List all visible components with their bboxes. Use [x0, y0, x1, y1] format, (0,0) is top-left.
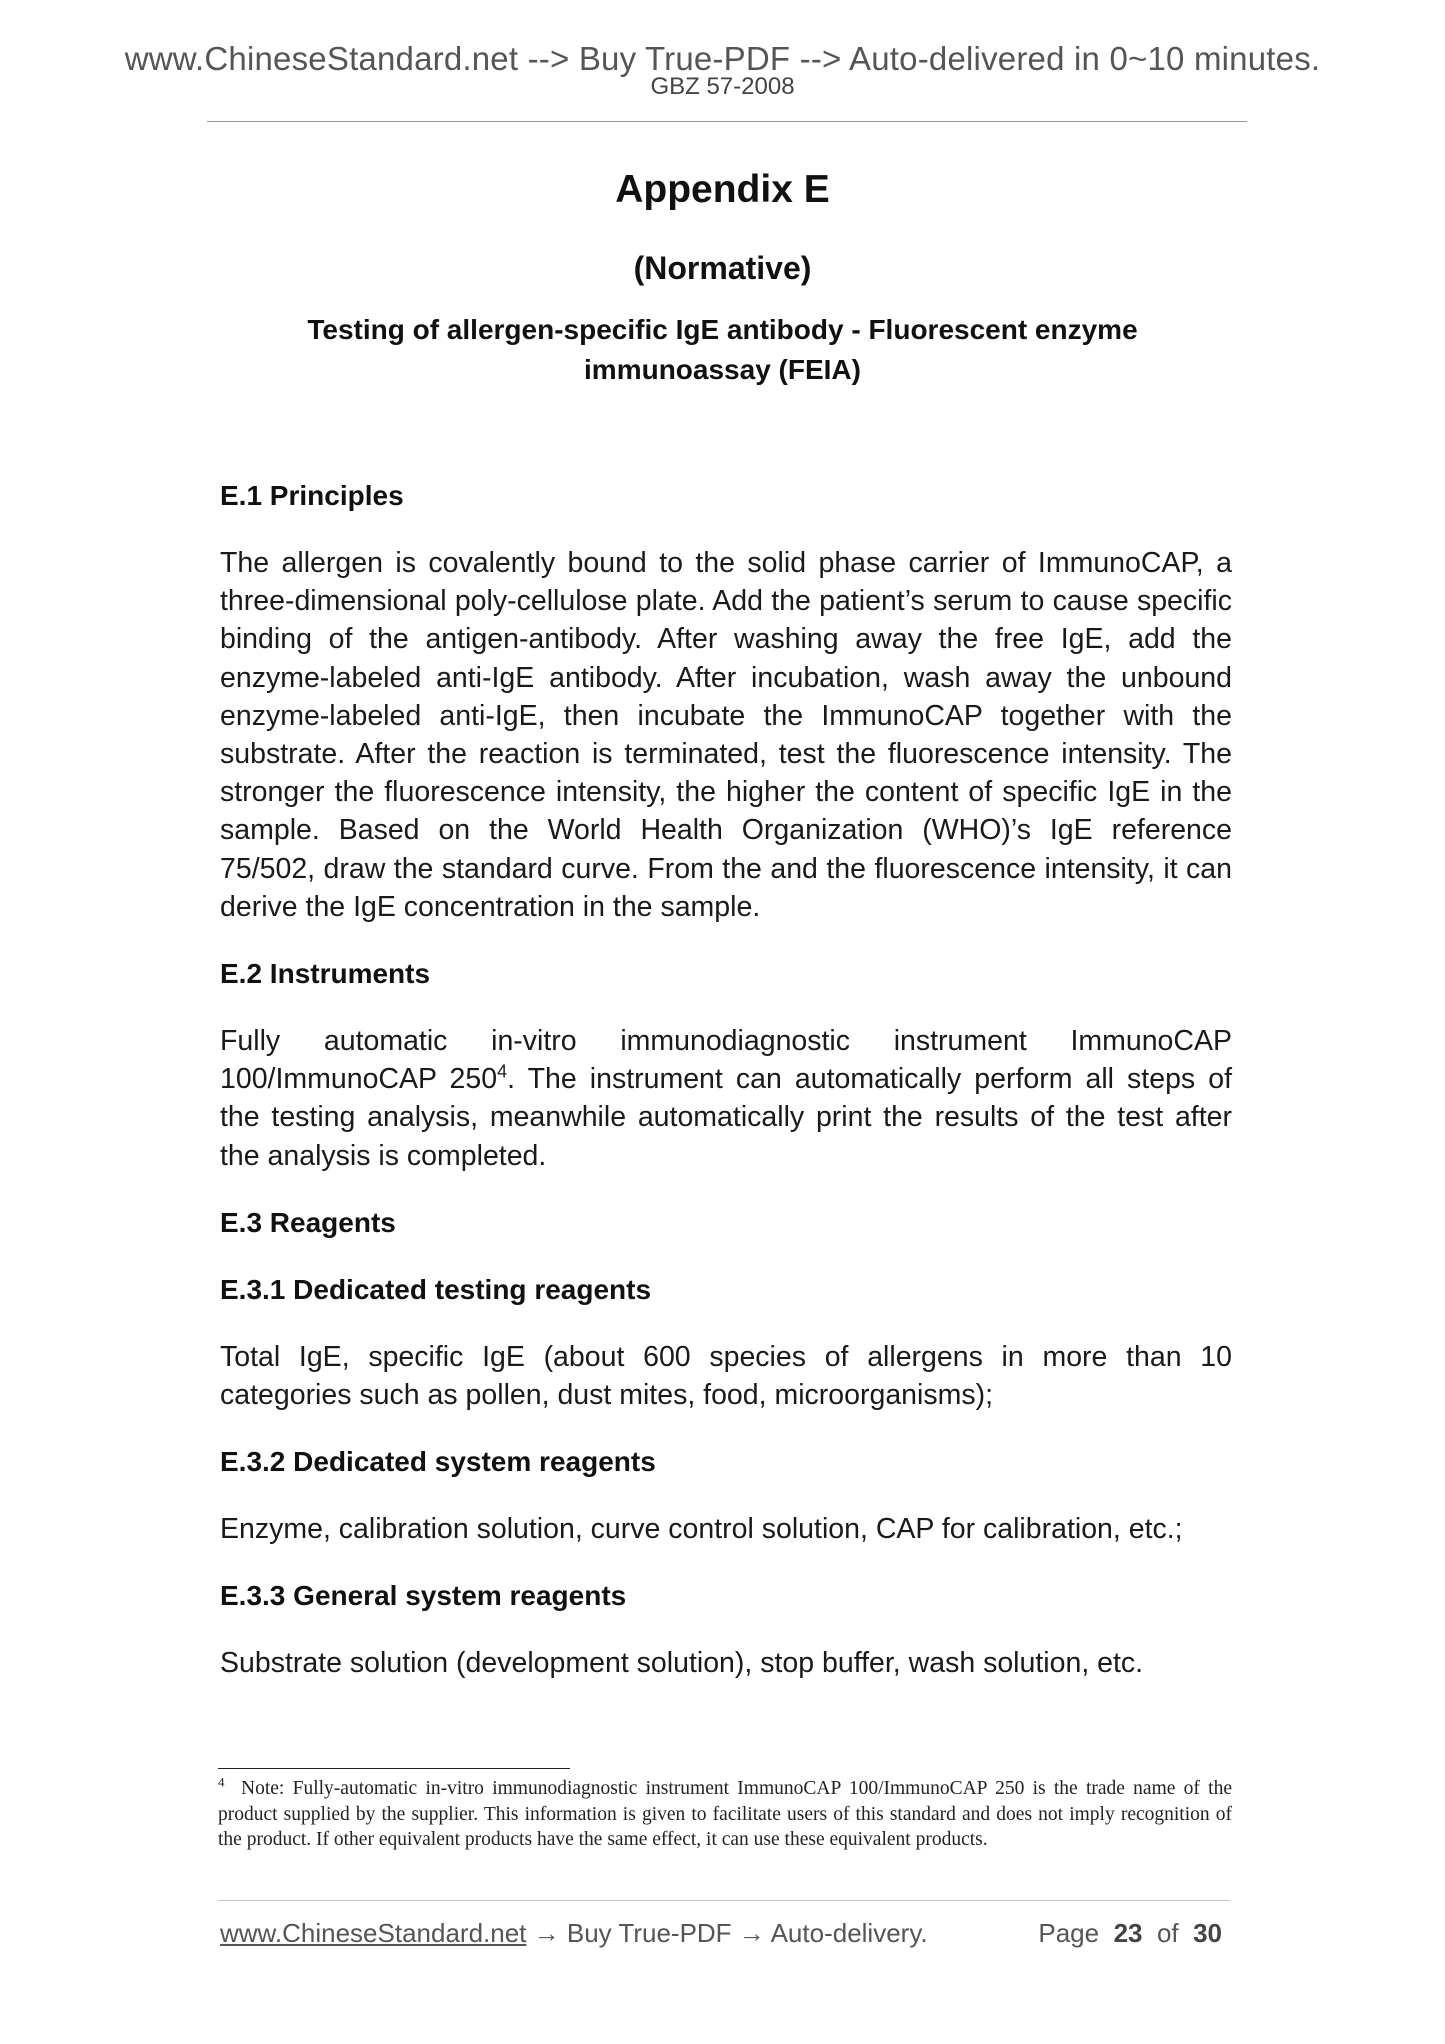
section-heading-e2: E.2 Instruments	[220, 958, 431, 990]
section-text-e2-part1: Fully automatic in-vitro immunodiagnostic instrument ImmunoCAP 100/ImmunoCAP 250	[220, 1025, 1232, 1096]
footer-links	[220, 1918, 928, 1949]
section-text-e2-part2: . The instrument can automatically perform all steps of the testing analysis, meanwhile automatically print the results of the test after the analysis is completed.	[220, 1063, 1233, 1172]
of-label: of	[1156, 1918, 1179, 1948]
section-heading-e3: E.3 Reagents	[220, 1206, 396, 1238]
section-heading-e32: E.3.2 Dedicated system reagents	[220, 1446, 656, 1478]
arrow-right-icon: →	[526, 1918, 567, 1948]
section-text-e33: Substrate solution (development solution), stop buffer, wash solution, etc.	[220, 1647, 1144, 1680]
appendix-title: Appendix E	[615, 168, 830, 211]
page-label: Page	[1038, 1918, 1100, 1948]
footnote-reference[interactable]: 4	[497, 1061, 508, 1082]
footer-site-link[interactable]: www.ChineseStandard.net	[220, 1918, 527, 1948]
section-text-e32: Enzyme, calibration solution, curve control solution, CAP for calibration, etc.;	[220, 1513, 1183, 1546]
section-heading-e1: E.1 Principles	[220, 480, 404, 511]
page-number: 23	[1113, 1918, 1143, 1948]
footnote-text: Note: Fully-automatic in-vitro immunodiagnostic instrument ImmunoCAP 100/ImmunoCAP 250 is the trade name of the product supplied by the supplier. This information is given to facilitate users of this standard and does not imply recognition of the product. If other equivalent products have the same effect, it can use these equivalent products.	[218, 1778, 1232, 1850]
appendix-subtitle: Testing of allergen-specific IgE antibody - Fluorescent enzyme immunoassay (FEIA)	[307, 314, 1138, 385]
section-text-e2	[220, 1022, 1232, 1175]
footnote-divider	[218, 1768, 570, 1769]
total-pages: 30	[1193, 1918, 1222, 1948]
banner-text[interactable]: www.ChineseStandard.net --> Buy True-PDF --> Auto-delivered in 0~10 minutes.	[124, 40, 1321, 77]
footer-buy-text: Buy True-PDF	[566, 1918, 732, 1948]
footnote	[218, 1776, 1232, 1853]
arrow-right-icon: →	[731, 1918, 771, 1948]
standard-code: GBZ 57-2008	[650, 73, 795, 100]
footnote-marker: 4	[218, 1774, 225, 1790]
footer-delivery-text: Auto-delivery.	[770, 1918, 928, 1948]
footer-divider	[218, 1900, 1230, 1901]
page-indicator	[1038, 1918, 1222, 1949]
document-body	[220, 477, 1232, 1712]
section-heading-e33: E.3.3 General system reagents	[220, 1580, 627, 1612]
header-divider	[207, 121, 1247, 122]
appendix-type: (Normative)	[633, 250, 812, 286]
section-text-e31: Total IgE, specific IgE (about 600 species of allergens in more than 10 categories such as pollen, dust mites, food, microorganisms);	[220, 1340, 1232, 1412]
section-text-e1: The allergen is covalently bound to the solid phase carrier of ImmunoCAP, a three-dimensional poly-cellulose plate. Add the patient’s serum to cause specific binding of the antigen-antibody. After washing away the free IgE, add the enzyme-labeled anti-IgE antibody. After incubation, wash away the unbound enzyme-labeled anti-IgE, then incubate the ImmunoCAP together with the substrate. After the reaction is terminated, test the fluorescence intensity. The stronger the fluorescence intensity, the higher the content of specific IgE in the sample. Based on the World Health Organization (WHO)’s IgE reference 75/502, draw the standard curve. From the and the fluorescence intensity, it can derive the IgE concentration in the sample.	[220, 547, 1232, 923]
section-heading-e31: E.3.1 Dedicated testing reagents	[220, 1273, 652, 1305]
